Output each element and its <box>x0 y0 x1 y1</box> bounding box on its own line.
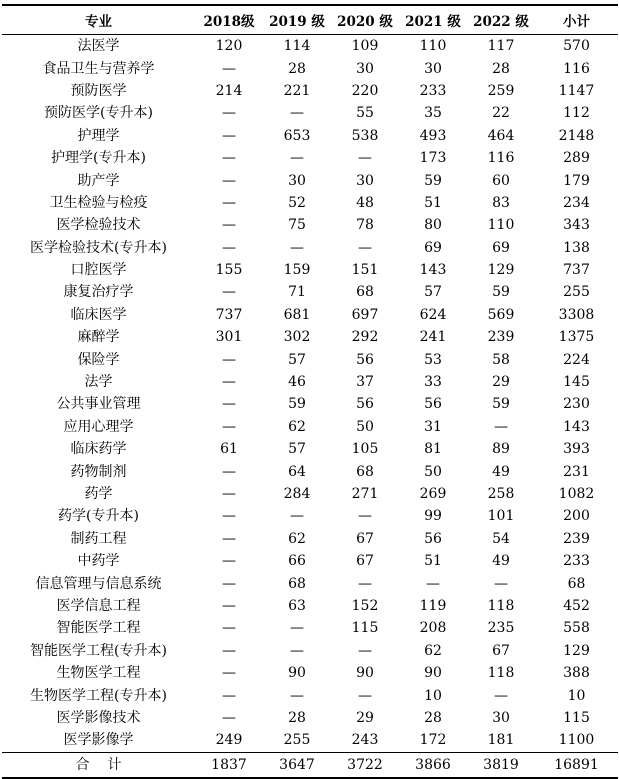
header-subtotal: 小计 <box>535 5 618 35</box>
total-row <box>2 752 618 778</box>
cell-2022: 118 <box>487 665 515 682</box>
cell-2018: — <box>222 709 236 726</box>
cell-2021: 90 <box>424 665 442 682</box>
cell-2022: 59 <box>492 396 510 413</box>
cell-2022: 569 <box>487 306 515 323</box>
cell-major: 卫生检验与检疫 <box>49 194 148 211</box>
cell-2018: — <box>222 60 236 77</box>
cell-2018: 214 <box>215 82 243 99</box>
cell-2020: 68 <box>356 463 374 480</box>
table-row <box>2 572 618 594</box>
cell-major: 保险学 <box>77 351 120 368</box>
cell-major: 智能医学工程 <box>56 620 141 637</box>
cell-2019: 46 <box>288 374 306 391</box>
cell-2021: 241 <box>419 329 447 346</box>
cell-2018: 737 <box>215 306 243 323</box>
cell-2019: 59 <box>288 396 306 413</box>
cell-2019: 68 <box>288 575 306 592</box>
header-2020: 2020 级 <box>331 5 399 35</box>
cell-2019: 66 <box>288 553 306 570</box>
total-2021: 3866 <box>399 752 467 778</box>
cell-2020: 115 <box>351 620 379 637</box>
table-row <box>2 662 618 684</box>
cell-2021: 51 <box>424 553 442 570</box>
cell-2022: 67 <box>492 642 510 659</box>
cell-subtotal: 68 <box>567 575 586 592</box>
cell-2018: 120 <box>215 38 243 55</box>
table-row <box>2 57 618 79</box>
cell-subtotal: 1147 <box>558 82 595 99</box>
cell-2022: 30 <box>492 709 510 726</box>
cell-2018: — <box>222 351 236 368</box>
cell-subtotal: 570 <box>563 38 590 55</box>
cell-2019: — <box>290 105 304 122</box>
cell-2022: 49 <box>492 553 510 570</box>
cell-2022: 22 <box>492 105 510 122</box>
cell-2022: 117 <box>487 38 515 55</box>
cell-2020: 152 <box>351 597 379 614</box>
cell-subtotal: 393 <box>563 441 590 458</box>
table-row <box>2 169 618 191</box>
table-row <box>2 237 618 259</box>
cell-2020: 67 <box>356 530 374 547</box>
cell-2020: 56 <box>356 351 374 368</box>
cell-2019: 28 <box>288 709 306 726</box>
cell-2020: 67 <box>356 553 374 570</box>
cell-2018: — <box>222 150 236 167</box>
cell-subtotal: 239 <box>563 530 590 547</box>
cell-2020: 30 <box>356 172 374 189</box>
table-row <box>2 684 618 706</box>
cell-subtotal: 233 <box>563 553 590 570</box>
table-row <box>2 550 618 572</box>
cell-2021: 81 <box>424 441 442 458</box>
cell-subtotal: 3308 <box>558 306 595 323</box>
cell-subtotal: 230 <box>563 396 590 413</box>
cell-major: 口腔医学 <box>70 262 127 279</box>
table-row <box>2 259 618 281</box>
cell-2022: 101 <box>487 508 515 525</box>
cell-2019: — <box>290 150 304 167</box>
cell-2019: 30 <box>288 172 306 189</box>
cell-2021: 69 <box>424 239 442 256</box>
table-row <box>2 729 618 752</box>
table-row <box>2 80 618 102</box>
cell-2021: 80 <box>424 217 442 234</box>
cell-2020: 105 <box>351 441 379 458</box>
cell-2018: — <box>222 665 236 682</box>
cell-2022: 89 <box>492 441 510 458</box>
cell-2022: 58 <box>492 351 510 368</box>
cell-2020: 697 <box>351 306 379 323</box>
cell-2020: 109 <box>351 38 379 55</box>
cell-subtotal: 231 <box>563 463 590 480</box>
cell-2022: 181 <box>487 732 515 749</box>
cell-major: 康复治疗学 <box>63 284 134 301</box>
cell-subtotal: 200 <box>563 508 590 525</box>
cell-subtotal: 452 <box>563 597 590 614</box>
header-2019: 2019 级 <box>263 5 331 35</box>
cell-2018: 155 <box>215 262 243 279</box>
cell-2018: — <box>222 396 236 413</box>
cell-2021: 110 <box>419 38 447 55</box>
header-2021: 2021 级 <box>399 5 467 35</box>
cell-major: 临床药学 <box>70 441 127 458</box>
cell-2019: 57 <box>288 351 306 368</box>
cell-2019: 114 <box>283 38 311 55</box>
cell-2019: 653 <box>283 127 311 144</box>
table-row <box>2 595 618 617</box>
cell-2020: 243 <box>351 732 379 749</box>
cell-2021: 57 <box>424 284 442 301</box>
cell-2022: 464 <box>487 127 515 144</box>
cell-subtotal: 1082 <box>558 486 595 502</box>
cell-2021: 30 <box>424 60 442 77</box>
cell-2019: 221 <box>283 82 311 99</box>
table-row <box>2 640 618 662</box>
cell-2021: 233 <box>419 82 447 99</box>
cell-subtotal: 255 <box>563 284 590 301</box>
table-row <box>2 617 618 639</box>
cell-2019: 302 <box>283 329 311 346</box>
cell-subtotal: 558 <box>563 620 590 637</box>
cell-2020: 90 <box>356 665 374 682</box>
cell-2018: — <box>222 575 236 592</box>
cell-2021: 493 <box>419 127 447 144</box>
cell-2022: — <box>494 418 508 435</box>
cell-2021: 624 <box>419 306 447 323</box>
table-row <box>2 348 618 370</box>
cell-2018: — <box>222 642 236 659</box>
cell-2020: — <box>358 150 372 167</box>
cell-2019: — <box>290 687 304 704</box>
cell-subtotal: 138 <box>563 239 590 256</box>
cell-major: 中药学 <box>77 553 120 570</box>
cell-2019: 284 <box>283 486 311 502</box>
cell-2018: — <box>222 374 236 391</box>
cell-2022: 235 <box>487 620 515 637</box>
cell-subtotal: 388 <box>563 665 590 682</box>
cell-2022: 59 <box>492 284 510 301</box>
cell-2018: — <box>222 553 236 570</box>
cell-2019: 57 <box>288 441 306 458</box>
table-row <box>2 147 618 169</box>
header-2018: 2018级 <box>195 5 263 35</box>
cell-2018: — <box>222 105 236 122</box>
cell-major: 药物制剂 <box>70 463 127 480</box>
cell-2021: 172 <box>419 732 447 749</box>
cell-subtotal: 1375 <box>558 329 595 346</box>
cell-subtotal: 737 <box>563 262 590 279</box>
cell-2019: 159 <box>283 262 311 279</box>
cell-2022: 239 <box>487 329 515 346</box>
cell-2020: 37 <box>356 374 374 391</box>
cell-2022: — <box>494 575 508 592</box>
cell-2019: 681 <box>283 306 311 323</box>
cell-2020: 50 <box>356 418 374 435</box>
table-row <box>2 192 618 214</box>
table-row <box>2 460 618 482</box>
cell-major: 助产学 <box>77 172 120 189</box>
total-2018: 1837 <box>195 752 263 778</box>
cell-2018: — <box>222 463 236 480</box>
cell-major: 医学检验技术 <box>56 217 141 234</box>
cell-2021: 208 <box>419 620 447 637</box>
cell-2020: 30 <box>356 60 374 77</box>
cell-major: 医学信息工程 <box>56 597 141 614</box>
cell-2020: 48 <box>356 194 374 211</box>
cell-2022: — <box>494 687 508 704</box>
cell-major: 护理学(专升本) <box>51 150 146 167</box>
cell-2021: 143 <box>419 262 447 279</box>
cell-2022: 258 <box>487 486 515 502</box>
cell-2018: 249 <box>215 732 243 749</box>
cell-2020: 68 <box>356 284 374 301</box>
cell-major: 生物医学工程 <box>56 665 141 682</box>
cell-major: 生物医学工程(专升本) <box>30 687 167 704</box>
total-2019: 3647 <box>263 752 331 778</box>
cell-major: 预防医学 <box>70 82 127 99</box>
cell-major: 麻醉学 <box>77 329 120 346</box>
cell-2020: 292 <box>351 329 379 346</box>
cell-major: 食品卫生与营养学 <box>42 60 155 77</box>
cell-2019: 28 <box>288 60 306 77</box>
cell-2020: — <box>358 642 372 659</box>
cell-2022: 69 <box>492 239 510 256</box>
table-row <box>2 438 618 460</box>
total-2022: 3819 <box>467 752 535 778</box>
cell-subtotal: 1100 <box>558 732 595 749</box>
cell-2019: 71 <box>288 284 306 301</box>
cell-2021: 10 <box>424 687 442 704</box>
cell-2020: — <box>358 687 372 704</box>
cell-2021: 56 <box>424 530 442 547</box>
table-row <box>2 416 618 438</box>
cell-2020: 538 <box>351 127 379 144</box>
cell-2019: — <box>290 508 304 525</box>
cell-2021: — <box>426 575 440 592</box>
table-row <box>2 304 618 326</box>
cell-subtotal: 115 <box>563 709 590 726</box>
cell-subtotal: 112 <box>563 105 590 122</box>
cell-2019: 63 <box>288 597 306 614</box>
cell-2019: 62 <box>288 530 306 547</box>
table-row <box>2 281 618 303</box>
cell-2020: — <box>358 239 372 256</box>
table-row <box>2 393 618 415</box>
table-row <box>2 102 618 124</box>
cell-major: 药学(专升本) <box>58 508 139 525</box>
table-body <box>2 35 618 753</box>
cell-2018: — <box>222 194 236 211</box>
cell-subtotal: 145 <box>563 374 590 391</box>
cell-2022: 259 <box>487 82 515 99</box>
cell-2022: 28 <box>492 60 510 77</box>
cell-2022: 29 <box>492 374 510 391</box>
cell-subtotal: 143 <box>563 418 590 435</box>
cell-major: 药学 <box>84 486 113 502</box>
total-label: 合计 <box>2 752 195 778</box>
cell-2019: 75 <box>288 217 306 234</box>
cell-2022: 110 <box>487 217 515 234</box>
cell-2018: — <box>222 597 236 614</box>
cell-2019: — <box>290 239 304 256</box>
cell-subtotal: 116 <box>563 60 590 77</box>
cell-2021: 53 <box>424 351 442 368</box>
cell-major: 制药工程 <box>70 530 127 547</box>
cell-major: 应用心理学 <box>63 418 134 435</box>
cell-2019: 62 <box>288 418 306 435</box>
cell-2018: — <box>222 530 236 547</box>
total-subtotal: 16891 <box>535 752 618 778</box>
table-row <box>2 707 618 729</box>
cell-2022: 118 <box>487 597 515 614</box>
cell-subtotal: 2148 <box>558 127 595 144</box>
cell-major: 医学检验技术(专升本) <box>30 239 167 256</box>
cell-2022: 83 <box>492 194 510 211</box>
cell-subtotal: 129 <box>563 642 590 659</box>
cell-2021: 50 <box>424 463 442 480</box>
cell-2021: 62 <box>424 642 442 659</box>
cell-2020: — <box>358 508 372 525</box>
cell-subtotal: 234 <box>563 194 590 211</box>
cell-2022: 129 <box>487 262 515 279</box>
cell-2022: 60 <box>492 172 510 189</box>
cell-major: 法医学 <box>77 38 120 55</box>
cell-2022: 49 <box>492 463 510 480</box>
cell-2019: — <box>290 642 304 659</box>
cell-2018: — <box>222 127 236 144</box>
table-row <box>2 326 618 348</box>
table-row <box>2 35 618 58</box>
cell-major: 智能医学工程(专升本) <box>30 642 167 659</box>
cell-2018: — <box>222 284 236 301</box>
cell-2019: 255 <box>283 732 311 749</box>
cell-major: 医学影像学 <box>63 732 134 749</box>
cell-2021: 56 <box>424 396 442 413</box>
total-2020: 3722 <box>331 752 399 778</box>
cell-2018: — <box>222 418 236 435</box>
cell-2022: 54 <box>492 530 510 547</box>
cell-2021: 173 <box>419 150 447 167</box>
enrollment-table <box>2 4 618 779</box>
cell-2019: — <box>290 620 304 637</box>
cell-2020: 151 <box>351 262 379 279</box>
cell-major: 护理学 <box>77 127 120 144</box>
cell-2021: 59 <box>424 172 442 189</box>
cell-2019: 64 <box>288 463 306 480</box>
cell-2020: 220 <box>351 82 379 99</box>
table-row <box>2 483 618 505</box>
cell-2018: — <box>222 172 236 189</box>
cell-2020: 55 <box>356 105 374 122</box>
cell-2020: — <box>358 575 372 592</box>
cell-2018: 301 <box>215 329 243 346</box>
cell-major: 临床医学 <box>70 306 127 323</box>
cell-2020: 56 <box>356 396 374 413</box>
table-row <box>2 125 618 147</box>
cell-2020: 78 <box>356 217 374 234</box>
table-row <box>2 371 618 393</box>
cell-2019: 90 <box>288 665 306 682</box>
cell-2018: — <box>222 486 236 502</box>
cell-2021: 99 <box>424 508 442 525</box>
cell-2018: 61 <box>220 441 238 458</box>
cell-2018: — <box>222 239 236 256</box>
header-row <box>2 5 618 35</box>
cell-2021: 33 <box>424 374 442 391</box>
cell-2018: — <box>222 620 236 637</box>
cell-major: 医学影像技术 <box>56 709 141 726</box>
cell-subtotal: 289 <box>563 150 590 167</box>
cell-subtotal: 10 <box>567 687 586 704</box>
cell-2019: 52 <box>288 194 306 211</box>
cell-major: 公共事业管理 <box>56 396 141 413</box>
cell-major: 信息管理与信息系统 <box>35 575 162 592</box>
cell-major: 法学 <box>84 374 113 391</box>
cell-subtotal: 224 <box>563 351 590 368</box>
cell-subtotal: 343 <box>563 217 590 234</box>
cell-2018: — <box>222 508 236 525</box>
cell-2021: 119 <box>419 597 447 614</box>
cell-2021: 35 <box>424 105 442 122</box>
cell-2020: 29 <box>356 709 374 726</box>
header-2022: 2022 级 <box>467 5 535 35</box>
cell-2018: — <box>222 687 236 704</box>
cell-2021: 269 <box>419 486 447 502</box>
cell-2021: 28 <box>424 709 442 726</box>
header-major: 专业 <box>2 5 195 35</box>
table-row <box>2 528 618 550</box>
cell-major: 预防医学(专升本) <box>44 105 153 122</box>
cell-2022: 116 <box>487 150 515 167</box>
cell-2020: 271 <box>351 486 379 502</box>
cell-2018: — <box>222 217 236 234</box>
cell-subtotal: 179 <box>563 172 590 189</box>
cell-2021: 51 <box>424 194 442 211</box>
table-row <box>2 505 618 527</box>
table-row <box>2 214 618 236</box>
cell-2021: 31 <box>424 418 442 435</box>
